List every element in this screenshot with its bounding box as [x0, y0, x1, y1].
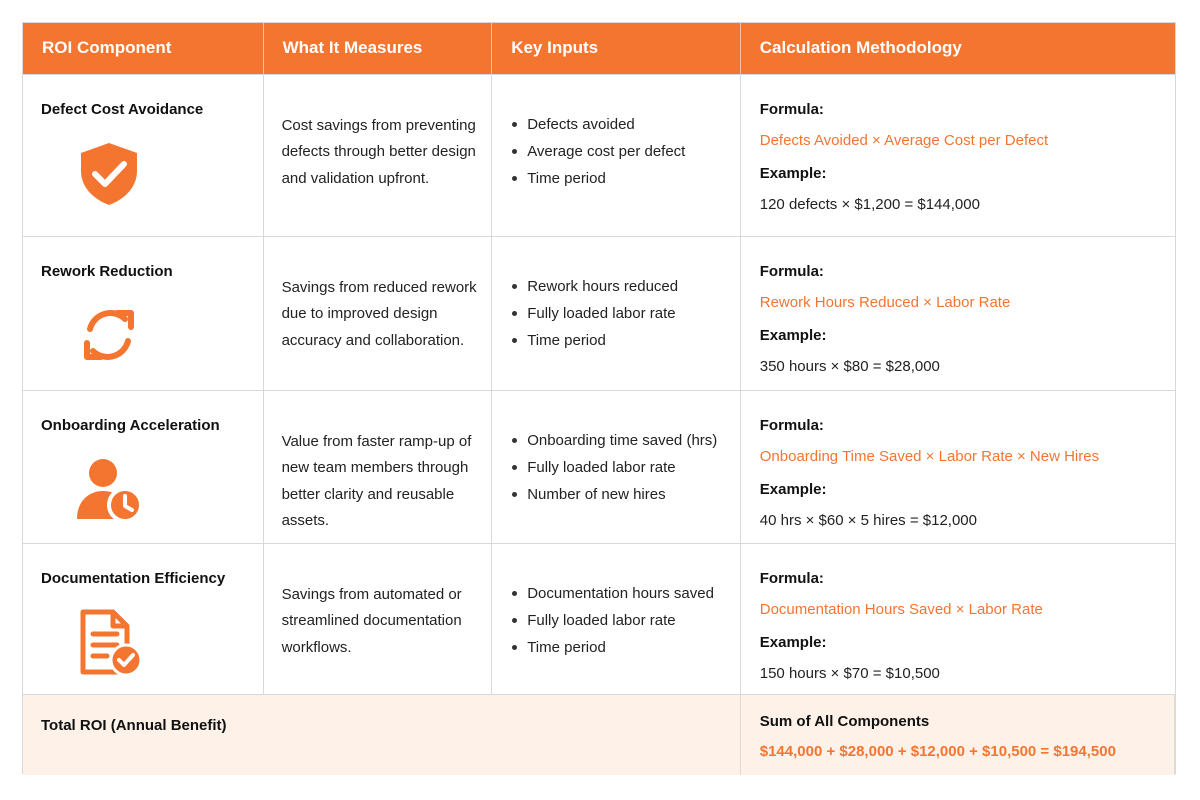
list-item: Rework hours reduced	[510, 273, 678, 300]
table-row	[23, 74, 1175, 236]
measure-description: Cost savings from preventing defects through better design and validation upfront.	[281, 117, 476, 187]
calculation-block	[760, 570, 1043, 683]
calculation-block	[760, 263, 1011, 376]
key-inputs-list	[510, 111, 685, 192]
example-text: 350 hours × $80 = $28,000	[759, 358, 940, 375]
column-header-calculation-methodology: Calculation Methodology	[759, 38, 962, 57]
component-title: Rework Reduction	[41, 263, 173, 280]
formula-label: Formula:	[759, 101, 824, 118]
example-text: 40 hrs × $60 × 5 hires = $12,000	[759, 512, 977, 529]
sum-formula: $144,000 + $28,000 + $12,000 + $10,500 = $194,500	[759, 743, 1116, 760]
list-item: Documentation hours saved	[510, 580, 714, 607]
key-inputs-list	[510, 273, 678, 354]
column-header-key-inputs: Key Inputs	[511, 38, 599, 57]
table-row	[23, 543, 1175, 694]
measure-description: Savings from reduced rework due to improved design accuracy and collaboration.	[281, 279, 477, 349]
calculation-block	[760, 101, 1048, 214]
total-row	[23, 694, 1175, 775]
table-row	[23, 236, 1175, 390]
formula-text: Defects Avoided × Average Cost per Defect	[759, 132, 1049, 149]
calculation-block	[760, 417, 1099, 530]
component-title: Onboarding Acceleration	[41, 417, 220, 434]
example-label: Example:	[759, 634, 827, 651]
list-item: Time period	[510, 165, 685, 192]
formula-text: Rework Hours Reduced × Labor Rate	[759, 294, 1011, 311]
example-label: Example:	[759, 481, 827, 498]
list-item: Onboarding time saved (hrs)	[510, 427, 717, 454]
formula-text: Documentation Hours Saved × Labor Rate	[759, 601, 1043, 618]
measure-description: Value from faster ramp-up of new team members through better clarity and reusable assets.	[281, 433, 472, 529]
user-clock-icon	[73, 453, 145, 525]
key-inputs-list	[510, 427, 717, 508]
list-item: Time period	[510, 327, 678, 354]
column-header-roi-component: ROI Component	[42, 38, 172, 57]
list-item: Fully loaded labor rate	[510, 454, 717, 481]
formula-text: Onboarding Time Saved × Labor Rate × New Hires	[759, 448, 1100, 465]
list-item: Fully loaded labor rate	[510, 300, 678, 327]
list-item: Fully loaded labor rate	[510, 607, 714, 634]
example-label: Example:	[759, 165, 827, 182]
list-item: Average cost per defect	[510, 138, 685, 165]
example-text: 150 hours × $70 = $10,500	[759, 665, 940, 682]
roi-table	[22, 22, 1176, 774]
formula-label: Formula:	[759, 570, 824, 587]
component-title: Defect Cost Avoidance	[41, 101, 204, 118]
example-text: 120 defects × $1,200 = $144,000	[759, 196, 980, 213]
sum-title: Sum of All Components	[759, 713, 930, 730]
table-row	[23, 390, 1175, 543]
formula-label: Formula:	[759, 263, 824, 280]
measure-description: Savings from automated or streamlined documentation workflows.	[281, 586, 462, 656]
list-item: Time period	[510, 634, 714, 661]
total-roi-label: Total ROI (Annual Benefit)	[41, 717, 227, 734]
refresh-cycle-icon	[73, 299, 145, 371]
column-header-what-it-measures: What It Measures	[282, 38, 423, 57]
list-item: Defects avoided	[510, 111, 685, 138]
formula-label: Formula:	[759, 417, 824, 434]
document-check-icon	[73, 606, 145, 678]
shield-check-icon	[73, 137, 145, 209]
key-inputs-list	[510, 580, 714, 661]
example-label: Example:	[759, 327, 827, 344]
component-title: Documentation Efficiency	[41, 570, 226, 587]
list-item: Number of new hires	[510, 481, 717, 508]
table-header	[23, 23, 1175, 74]
